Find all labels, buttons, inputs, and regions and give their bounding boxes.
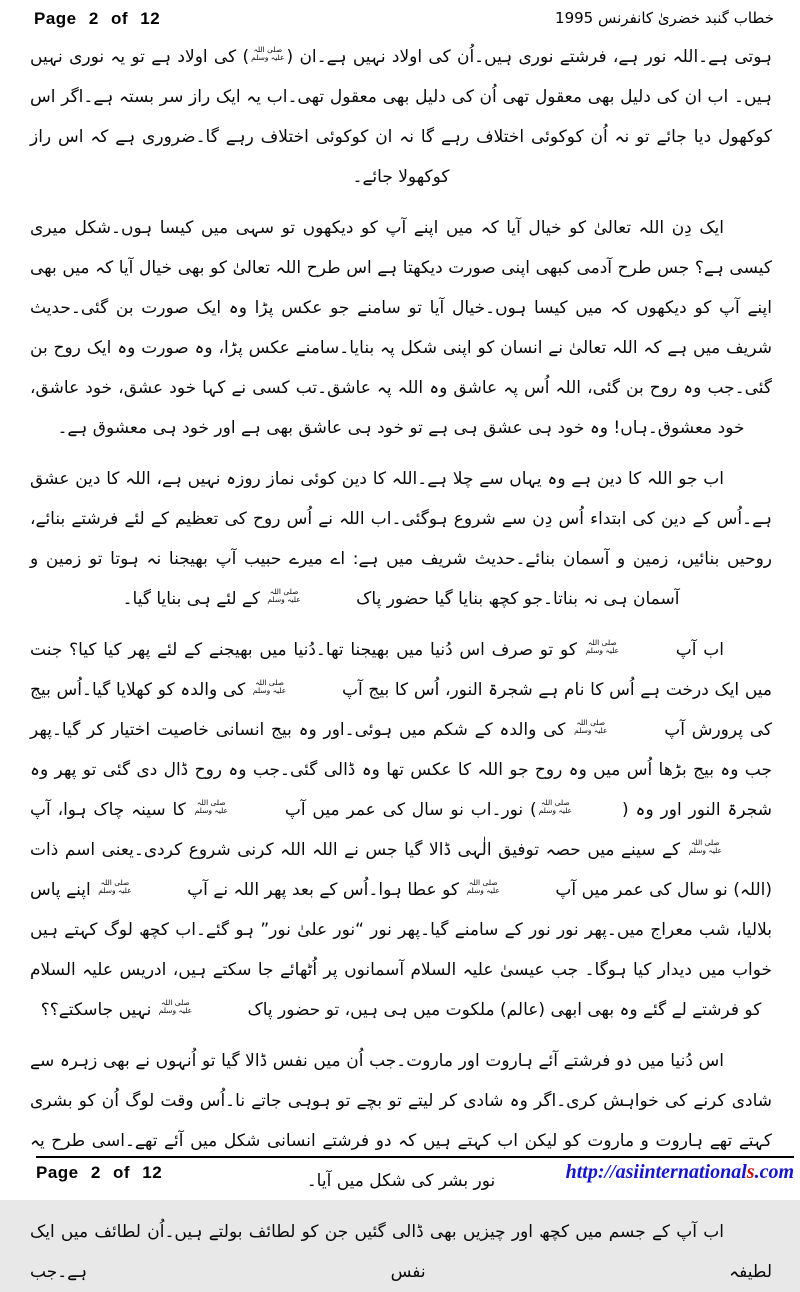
honorific-mark: صلی اللہ علیہ وسلم: [538, 798, 573, 815]
page-header: [0, 0, 800, 29]
paragraph: اب آپ کے جسم میں کچھ اور چیزیں بھی ڈالی گئیں جن کو لطائف بولتے ہیں۔اُن لطائف میں ایک لطیفہ نفس ہے۔جب: [30, 1222, 772, 1282]
honorific-mark: صلی اللہ علیہ وسلم: [194, 798, 228, 815]
body-text: [0, 29, 800, 1292]
footer-page-number: Page 2 of 12: [36, 1163, 163, 1182]
paragraph: ہوتی ہے۔اللہ نور ہے، فرشتے نوری ہیں۔اُن کی اولاد نہیں ہے۔ان ( صلی اللہ علیہ وسلم ) کی اولاد ہے تو یہ نوری نہیں ہیں۔ اب ان کی دلیل بھی معقول تھی اُن کی دلیل بھی معقول تھی۔اب یہ ایک راز سر بستہ ہے۔اگر اس کوکھول دیا جائے تو نہ اُن کوکوئی اختلاف رہے گا نہ ان کوکوئی اختلاف رہے گا۔ضروری ہے کہ اس راز کوکھولا جائے۔: [30, 45, 772, 187]
paragraph: اب جو اللہ کا دین ہے وہ یہاں سے چلا ہے۔اللہ کا دین کوئی نماز روزہ نہیں ہے، اللہ کا دین عشق ہے۔اُس کے دین کی ابتداء اُس دِن سے شروع ہوگئی۔اب اللہ نے اُس روح کی تعظیم کے لئے فرشتے بنائے، روحیں بنائیں، زمین و آسمان بنائے۔حدیث شریف میں ہے: اے میرے حبیب آپ بھیجنا نہ ہوتا تو زمین و آسمان ہی نہ بناتا۔جو کچھ بنایا گیا حضور پاک صلی اللہ علیہ وسلم کے لئے ہی بنایا گیا۔: [30, 469, 772, 609]
url-prefix: http://asiinternational: [565, 1161, 747, 1183]
honorific-mark: صلی اللہ علیہ وسلم: [466, 878, 500, 895]
footer-divider: [36, 1156, 794, 1158]
paragraph: ایک دِن اللہ تعالیٰ کو خیال آیا کہ میں اپنے آپ کو دیکھوں تو سہی میں کیسا ہوں۔شکل میری کیسی ہے؟ جس طرح آدمی کبھی اپنی صورت دیکھتا ہے اس طرح اللہ تعالیٰ کو بھی خیال آیا کہ میں بھی اپنے آپ کو دیکھوں کہ میں کیسا ہوں۔خیال آیا تو سامنے جو عکس پڑا وہ ایک صورت بن گئی۔حدیث شریف میں ہے کہ اللہ تعالیٰ نے انسان کو اپنی شکل پہ بنایا۔سامنے عکس پڑا، وہ صورت وہ ایک روح بن گئی۔جب وہ روح بن گئی، اللہ اُس پہ عاشق وہ اللہ پہ عاشق۔تب کسی نے کہا خود عشق، خود عاشق، خود معشوق۔ہاں! وہ خود ہی عشق ہی ہے تو خود ہی عاشق بھی ہے اور خود ہی معشوق ہے۔: [30, 218, 772, 438]
honorific-mark: صلی اللہ علیہ وسلم: [267, 587, 301, 604]
honorific-mark: صلی اللہ علیہ وسلم: [158, 998, 193, 1015]
url-highlight-letter: s: [746, 1161, 755, 1183]
honorific-mark: صلی اللہ علیہ وسلم: [688, 838, 722, 855]
document-title: خطاب گنبد خضریٰ کانفرنس 1995: [555, 9, 774, 27]
url-suffix: .com: [754, 1161, 794, 1183]
honorific-mark: صلی اللہ علیہ وسلم: [98, 878, 132, 895]
paragraph: اب آپ صلی اللہ علیہ وسلم کو تو صرف اس دُنیا میں بھیجنا تھا۔دُنیا میں بھیجنے کے لئے پھر کیا کیا؟ جنت میں ایک درخت ہے اُس کا نام ہے شجرۃ النور، اُس کا بیج آپ صلی اللہ علیہ وسلم کی والدہ کو کھلایا گیا۔اُس بیج کی پرورش آپ صلی اللہ علیہ وسلم کی والدہ کے شکم میں ہوئی۔اور وہ بیج انسانی خاصیت اختیار کر گیا۔پھر جب وہ بیج بڑھا اُس میں وہ روح جو اللہ کا عکس تھا وہ ڈالی گئی۔جب وہ روح ڈال دی گئی تو پھر وہ شجرۃ النور اور وہ ( صلی اللہ علیہ وسلم ) نور۔اب نو سال کی عمر میں آپ صلی اللہ علیہ وسلم کا سینہ چاک ہوا، آپ صلی اللہ علیہ وسلم کے سینے میں حصہ توفیق الٰہی ڈالا گیا جس نے اللہ اللہ کرنی شروع کردی۔یعنی اسم ذات (اللہ) نو سال کی عمر میں آپ صلی اللہ علیہ وسلم کو عطا ہوا۔اُس کے بعد پھر اللہ نے آپ صلی اللہ علیہ وسلم اپنے پاس بلالیا، شب معراج میں۔پھر نور نور کے سامنے گیا۔پھر نور “نور علیٰ نور” ہو گئے۔اب کچھ لوگ کہتے ہیں خواب میں دیدار کیا ہوگا۔ جب عیسیٰ علیہ السلام آسمانوں پر اُٹھائے جا سکتے ہیں، ادریس علیہ السلام کو فرشتے لے گئے وہ بھی ابھی (عالم) ملکوت میں ہی ہیں، تو حضور پاک صلی اللہ علیہ وسلم نہیں جاسکتے؟؟: [30, 638, 773, 1020]
honorific-mark: صلی اللہ علیہ وسلم: [574, 718, 608, 735]
honorific-mark: صلی اللہ علیہ وسلم: [251, 45, 285, 62]
paragraph: اس دُنیا میں دو فرشتے آئے ہاروت اور ماروت۔جب اُن میں نفس ڈالا گیا تو اُنہوں نے بھی زہرہ سے شادی کرنے کی خواہش کری۔اگر وہ شادی کر لیتے تو بچے تو ہوہی جاتے نا۔اُس وقت لوگ اُن کو بشری کہتے تھے ہاروت و ماروت کو لیکن اب کہتے ہیں کہ دو فرشتے انسانی شکل میں آئے تھے۔اسی طرح یہ نور بشر کی شکل میں آیا۔: [30, 1051, 772, 1191]
honorific-mark: صلی اللہ علیہ وسلم: [252, 678, 287, 695]
page-footer: [36, 1156, 794, 1184]
header-page-number: Page 2 of 12: [34, 9, 161, 28]
honorific-mark: صلی اللہ علیہ وسلم: [585, 638, 620, 655]
footer-website-link[interactable]: [566, 1161, 794, 1184]
